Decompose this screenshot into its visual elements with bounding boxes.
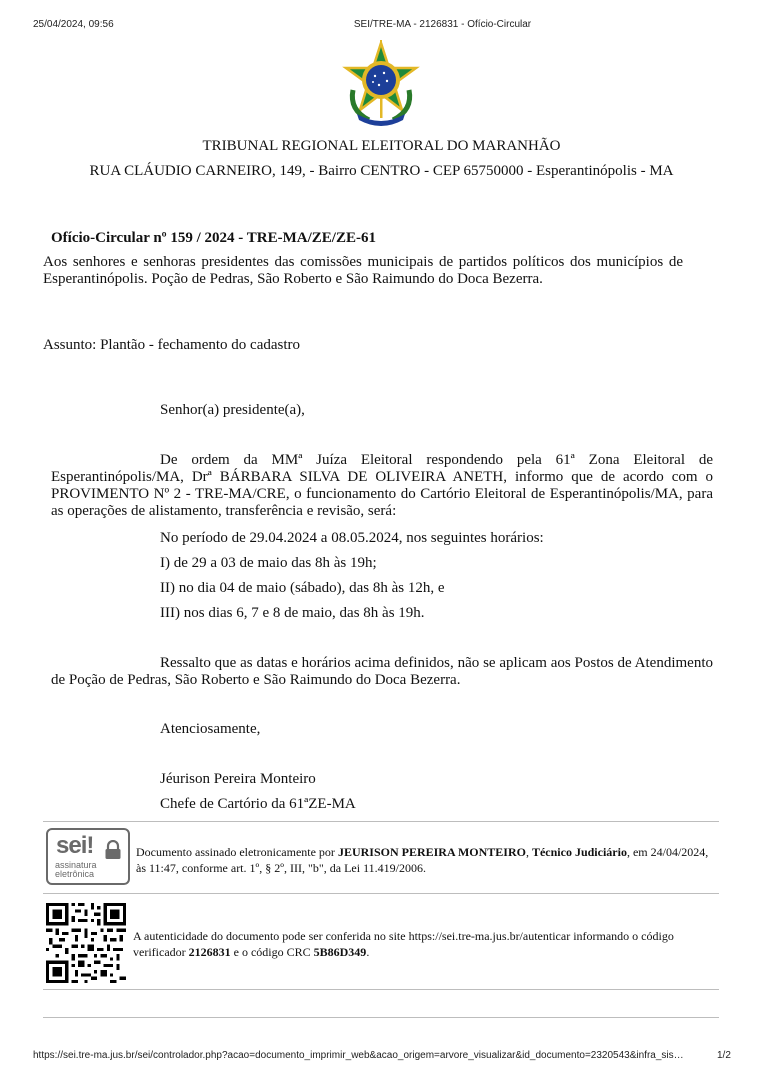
schedule-item: II) no dia 04 de maio (sábado), das 8h às 12h, e: [160, 580, 445, 596]
print-url: https://sei.tre-ma.jus.br/sei/controlador.php?acao=documento_imprimir_web&acao_origem=arvore_visualizar&id_documento=2320543&infra_sis…: [33, 1050, 684, 1061]
print-title: SEI/TRE-MA - 2126831 - Ofício-Circular: [353, 19, 532, 30]
period-line: No período de 29.04.2024 a 08.05.2024, nos seguintes horários:: [160, 530, 544, 546]
lock-icon: [104, 840, 122, 860]
signature-signer: JEURISON PEREIRA MONTEIRO: [337, 845, 526, 859]
subject-line: Assunto: Plantão - fechamento do cadastro: [43, 337, 301, 353]
qr-code-icon: [46, 903, 126, 983]
sei-logo-sub2: eletrônica: [55, 869, 95, 879]
divider: [43, 1017, 719, 1018]
closing: Atenciosamente,: [160, 721, 261, 737]
schedule-item: I) de 29 a 03 de maio das 8h às 19h;: [160, 555, 377, 571]
schedule-item: III) nos dias 6, 7 e 8 de maio, das 8h às 19h.: [160, 605, 425, 621]
body-paragraph-1: De ordem da MMª Juíza Eleitoral respondendo pela 61ª Zona Eleitoral de Esperantinópolis/MA, Drª BÁRBARA SILVA DE OLIVEIRA ANETH, informo que de acordo com o PROVIMENTO Nº 2 - TRE-MA/CRE, o funcionamento do Cartório Eleitoral de Esperantinópolis/MA, para as operações de alistamento, transferência e revisão, será:: [51, 452, 713, 519]
sei-logo-text: sei!: [56, 832, 94, 859]
signer-role: Chefe de Cartório da 61ªZE-MA: [160, 796, 356, 812]
brazil-coat-of-arms-icon: [339, 40, 423, 128]
verification-statement: A autenticidade do documento pode ser conferida no site https://sei.tre-ma.jus.br/autenticar informando o código verificador 2126831 e o código CRC 5B86D349.: [133, 929, 674, 959]
print-page-number: 1/2: [717, 1050, 731, 1061]
sei-signature-logo: [46, 828, 130, 885]
body-paragraph-2: Ressalto que as datas e horários acima definidos, não se aplicam aos Postos de Atendimento de Poção de Pedras, São Roberto e São Raimundo do Doca Bezerra.: [51, 655, 713, 688]
institution-address: RUA CLÁUDIO CARNEIRO, 149, - Bairro CENTRO - CEP 65750000 - Esperantinópolis - MA: [89, 163, 674, 179]
institution-name: TRIBUNAL REGIONAL ELEITORAL DO MARANHÃO: [202, 138, 561, 154]
signer-name: Jéurison Pereira Monteiro: [160, 771, 316, 787]
salutation: Senhor(a) presidente(a),: [160, 402, 305, 418]
recipients-paragraph: Aos senhores e senhoras presidentes das comissões municipais de partidos políticos dos municípios de Esperantinópolis. Poção de Pedras, São Roberto e São Raimundo do Doca Bezerra.: [43, 254, 683, 287]
print-datetime: 25/04/2024, 09:56: [33, 19, 114, 30]
divider: [43, 893, 719, 894]
verification-code: 2126831: [188, 945, 231, 959]
signature-role: Técnico Judiciário: [531, 845, 627, 859]
divider: [43, 989, 719, 990]
divider: [43, 821, 719, 822]
crc-code: 5B86D349: [313, 945, 367, 959]
signature-statement: Documento assinado eletronicamente por JEURISON PEREIRA MONTEIRO, Técnico Judiciário, em 24/04/2024, às 11:47, conforme art. 1º, § 2º, III, "b", da Lei 11.419/2006.: [136, 845, 709, 875]
document-number: Ofício-Circular nº 159 / 2024 - TRE-MA/ZE/ZE-61: [51, 230, 376, 246]
sei-logo-sub1: assinatura: [55, 860, 97, 870]
